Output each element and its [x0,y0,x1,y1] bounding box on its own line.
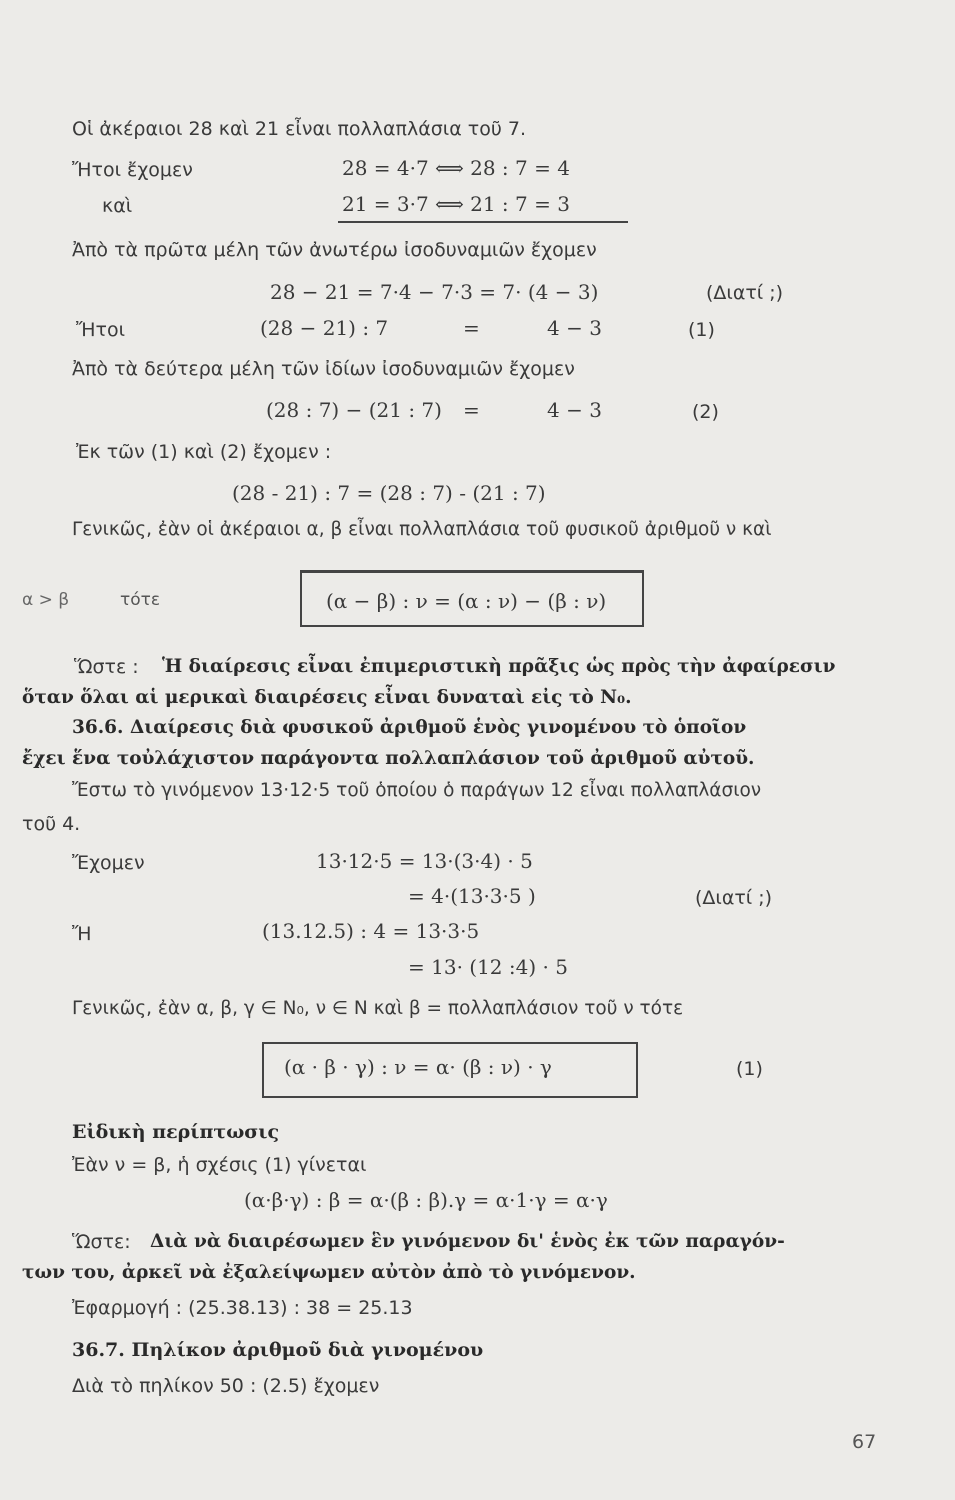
equation: (28 : 7) − (21 : 7) [266,398,442,422]
section-heading: ἔχει ἕνα τοὐλάχιστον παράγοντα πολλαπλάσιον τοῦ ἀριθμοῦ αὐτοῦ. [22,748,755,769]
equation-number: (1) [736,1058,763,1080]
equation-number: (1) [688,319,715,341]
theorem-text: Ἡ διαίρεσις εἶναι ἐπιμεριστικὴ πρᾶξις ὡς πρὸς τὴν ἀφαίρεσιν [162,656,836,677]
rule-text: Διὰ νὰ διαιρέσωμεν ἓν γινόμενον δι' ἑνὸς ἐκ τῶν παραγόν- [150,1231,785,1252]
formula: (α − β) : ν = (α : ν) − (β : ν) [326,589,607,613]
text-line: Ἤ [72,923,92,945]
subheading: Εἰδικὴ περίπτωσις [72,1121,280,1143]
section-heading: 36.6. Διαίρεσις διὰ φυσικοῦ ἀριθμοῦ ἑνὸς γινομένου τὸ ὁποῖον [72,717,747,738]
equals-sign: = [463,398,480,422]
equation: (28 − 21) : 7 [260,316,389,340]
text-line: Ἤτοι ἔχομεν [72,159,193,181]
equation: 28 = 4·7 ⟺ 28 : 7 = 4 [342,156,570,180]
equation: (α·β·γ) : β = α·(β : β).γ = α·1·γ = α·γ [244,1188,608,1212]
text-line: Ἐφαρμογή : (25.38.13) : 38 = 25.13 [72,1297,413,1319]
text-line: τότε [120,590,161,610]
theorem-text: ὅταν ὅλαι αἱ μερικαὶ διαιρέσεις εἶναι δυναταὶ εἰς τὸ N₀. [22,687,632,708]
text-line: τοῦ 4. [22,813,81,835]
text-line: Ἤτοι [76,319,126,341]
equation: (28 - 21) : 7 = (28 : 7) - (21 : 7) [232,481,546,505]
equation: 21 = 3·7 ⟺ 21 : 7 = 3 [342,192,570,216]
equation-note: (Διατί ;) [706,282,784,304]
text-line: Ἐκ τῶν (1) καὶ (2) ἔχομεν : [76,441,332,463]
text-line: Ἔχομεν [72,852,145,874]
equation: 13·12·5 = 13·(3·4) · 5 [316,849,533,873]
text-line: Διὰ τὸ πηλίκον 50 : (2.5) ἔχομεν [72,1375,380,1397]
text-line: Γενικῶς, ἐὰν α, β, γ ∈ N₀, ν ∈ N καὶ β = πολλαπλάσιον τοῦ ν τότε [72,998,684,1019]
equation-number: (2) [692,401,719,423]
equation-note: (Διατί ;) [695,887,773,909]
rule-text: των του, ἀρκεῖ νὰ ἐξαλείψωμεν αὐτὸν ἀπὸ τὸ γινόμενον. [22,1262,636,1283]
text-line: Ἐὰν ν = β, ἡ σχέσις (1) γίνεται [72,1154,367,1176]
underline [338,221,628,223]
text-line: καὶ [102,195,133,217]
text-line: Ἀπὸ τὰ πρῶτα μέλη τῶν ἀνωτέρω ἰσοδυναμιῶν ἔχομεν [72,239,597,261]
formula: (α · β · γ) : ν = α· (β : ν) · γ [284,1055,552,1079]
text-line: Ὥστε: [72,1231,131,1253]
text-line: Γενικῶς, ἐὰν οἱ ἀκέραιοι α, β εἶναι πολλαπλάσια τοῦ φυσικοῦ ἀριθμοῦ ν καὶ [72,519,772,540]
equation: = 13· (12 :4) · 5 [408,955,568,979]
text-line: Ἔστω τὸ γινόμενον 13·12·5 τοῦ ὁποίου ὁ παράγων 12 εἶναι πολλαπλάσιον [72,780,762,801]
text-line: Ὥστε : [74,656,139,678]
equation: 4 − 3 [547,316,602,340]
text-line: Οἱ ἀκέραιοι 28 καὶ 21 εἶναι πολλαπλάσια τοῦ 7. [72,118,526,140]
equation: 28 − 21 = 7·4 − 7·3 = 7· (4 − 3) [270,280,599,304]
inequality: α > β [22,590,70,610]
equation: = 4·(13·3·5 ) [408,884,536,908]
page-number: 67 [852,1431,877,1453]
equals-sign: = [463,316,480,340]
equation: 4 − 3 [547,398,602,422]
text-line: Ἀπὸ τὰ δεύτερα μέλη τῶν ἰδίων ἰσοδυναμιῶν ἔχομεν [72,358,575,380]
section-heading: 36.7. Πηλίκον ἀριθμοῦ διὰ γινομένου [72,1339,484,1361]
equation: (13.12.5) : 4 = 13·3·5 [262,919,480,943]
